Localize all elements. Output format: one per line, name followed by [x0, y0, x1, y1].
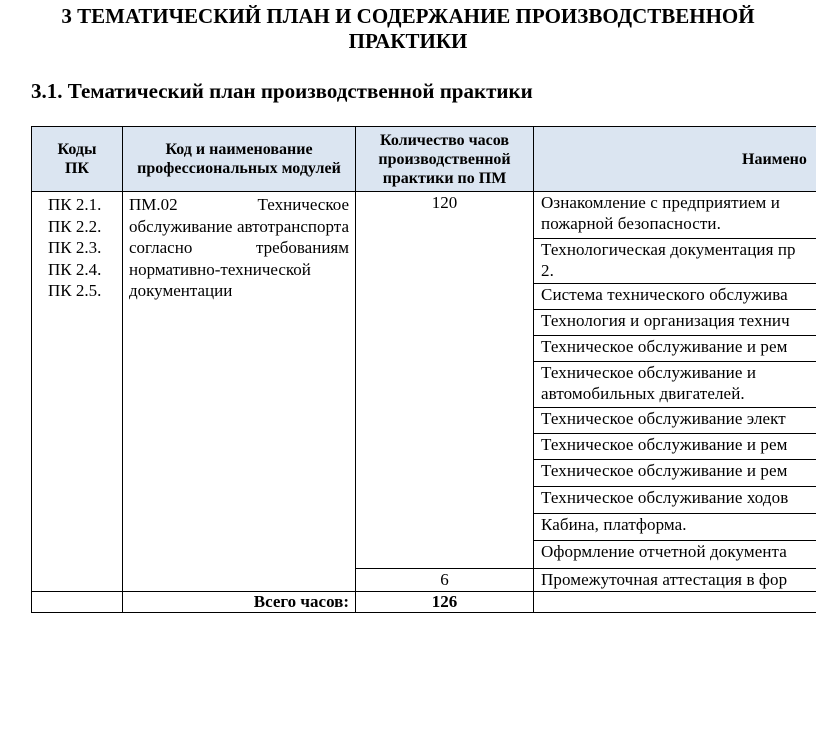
topic-text: Техническое обслуживание и рем [541, 435, 788, 454]
topic-text: Технология и организация технич [541, 311, 790, 330]
total-empty-cell [32, 592, 123, 613]
topic-text-continued: пожарной безопасности. [541, 214, 721, 233]
table-row [32, 192, 816, 239]
module-name: обслуживание автотранспорта согласно требованиям нормативно-технической документации [129, 216, 349, 300]
section-title-line2: ПРАКТИКИ [348, 29, 468, 53]
section-title [0, 4, 816, 54]
topic-text: Техническое обслуживание элект [541, 409, 786, 428]
total-label: Всего часов: [123, 592, 356, 613]
topic-text: Кабина, платформа. [541, 515, 687, 534]
topic-cell [534, 487, 816, 514]
section-title-line1: 3 ТЕМАТИЧЕСКИЙ ПЛАН И СОДЕРЖАНИЕ ПРОИЗВОДСТВЕННОЙ [61, 4, 755, 28]
header-codes: Коды ПК [32, 127, 123, 192]
topic-text: Оформление отчетной документа [541, 542, 787, 561]
topic-cell [534, 192, 816, 239]
module-cell [123, 192, 356, 592]
subsection-title: 3.1. Тематический план производственной практики [31, 79, 533, 103]
topic-text: Техническое обслуживание ходов [541, 488, 789, 507]
table-header-row [32, 127, 816, 192]
topic-cell [534, 434, 816, 460]
module-code-line: ПМ.02 Техническое [129, 195, 349, 214]
pk-code: ПК 2.4. [48, 259, 102, 279]
topic-cell [534, 310, 816, 336]
topic-cell [534, 541, 816, 569]
total-row [32, 592, 816, 613]
topic-cell [534, 514, 816, 541]
topic-cell [534, 362, 816, 408]
topic-text-continued: автомобильных двигателей. [541, 384, 745, 403]
thematic-plan-table [31, 126, 816, 613]
topic-cell [534, 336, 816, 362]
header-hours: Количество часов производственной практики по ПМ [356, 127, 534, 192]
topic-text: Техническое обслуживание и [541, 363, 757, 382]
pk-code: ПК 2.2. [48, 216, 102, 236]
pk-code: ПК 2.3. [48, 238, 102, 257]
total-empty-topic [534, 592, 816, 613]
topic-text: Система технического обслужива [541, 285, 788, 304]
topic-cell [534, 239, 816, 284]
topic-text: Техническое обслуживание и рем [541, 461, 788, 480]
header-module: Код и наименование профессиональных модулей [123, 127, 356, 192]
topic-cell [534, 408, 816, 434]
header-topic-name: Наимено [534, 127, 816, 192]
topic-text: Ознакомление с предприятием и [541, 193, 780, 212]
total-value: 126 [356, 592, 534, 613]
topic-text: Техническое обслуживание и рем [541, 337, 788, 356]
pk-code: ПК 2.1. [48, 195, 102, 214]
topic-text-continued: 2. [541, 261, 554, 280]
topic-text: Технологическая документация пр [541, 240, 796, 259]
hours-main: 120 [356, 192, 534, 569]
hours-attestation: 6 [356, 569, 534, 592]
attestation-topic: Промежуточная аттестация в фор [534, 569, 816, 592]
topic-cell [534, 284, 816, 310]
pk-codes-cell [32, 192, 123, 592]
topic-cell [534, 460, 816, 487]
pk-code: ПК 2.5. [48, 281, 102, 300]
